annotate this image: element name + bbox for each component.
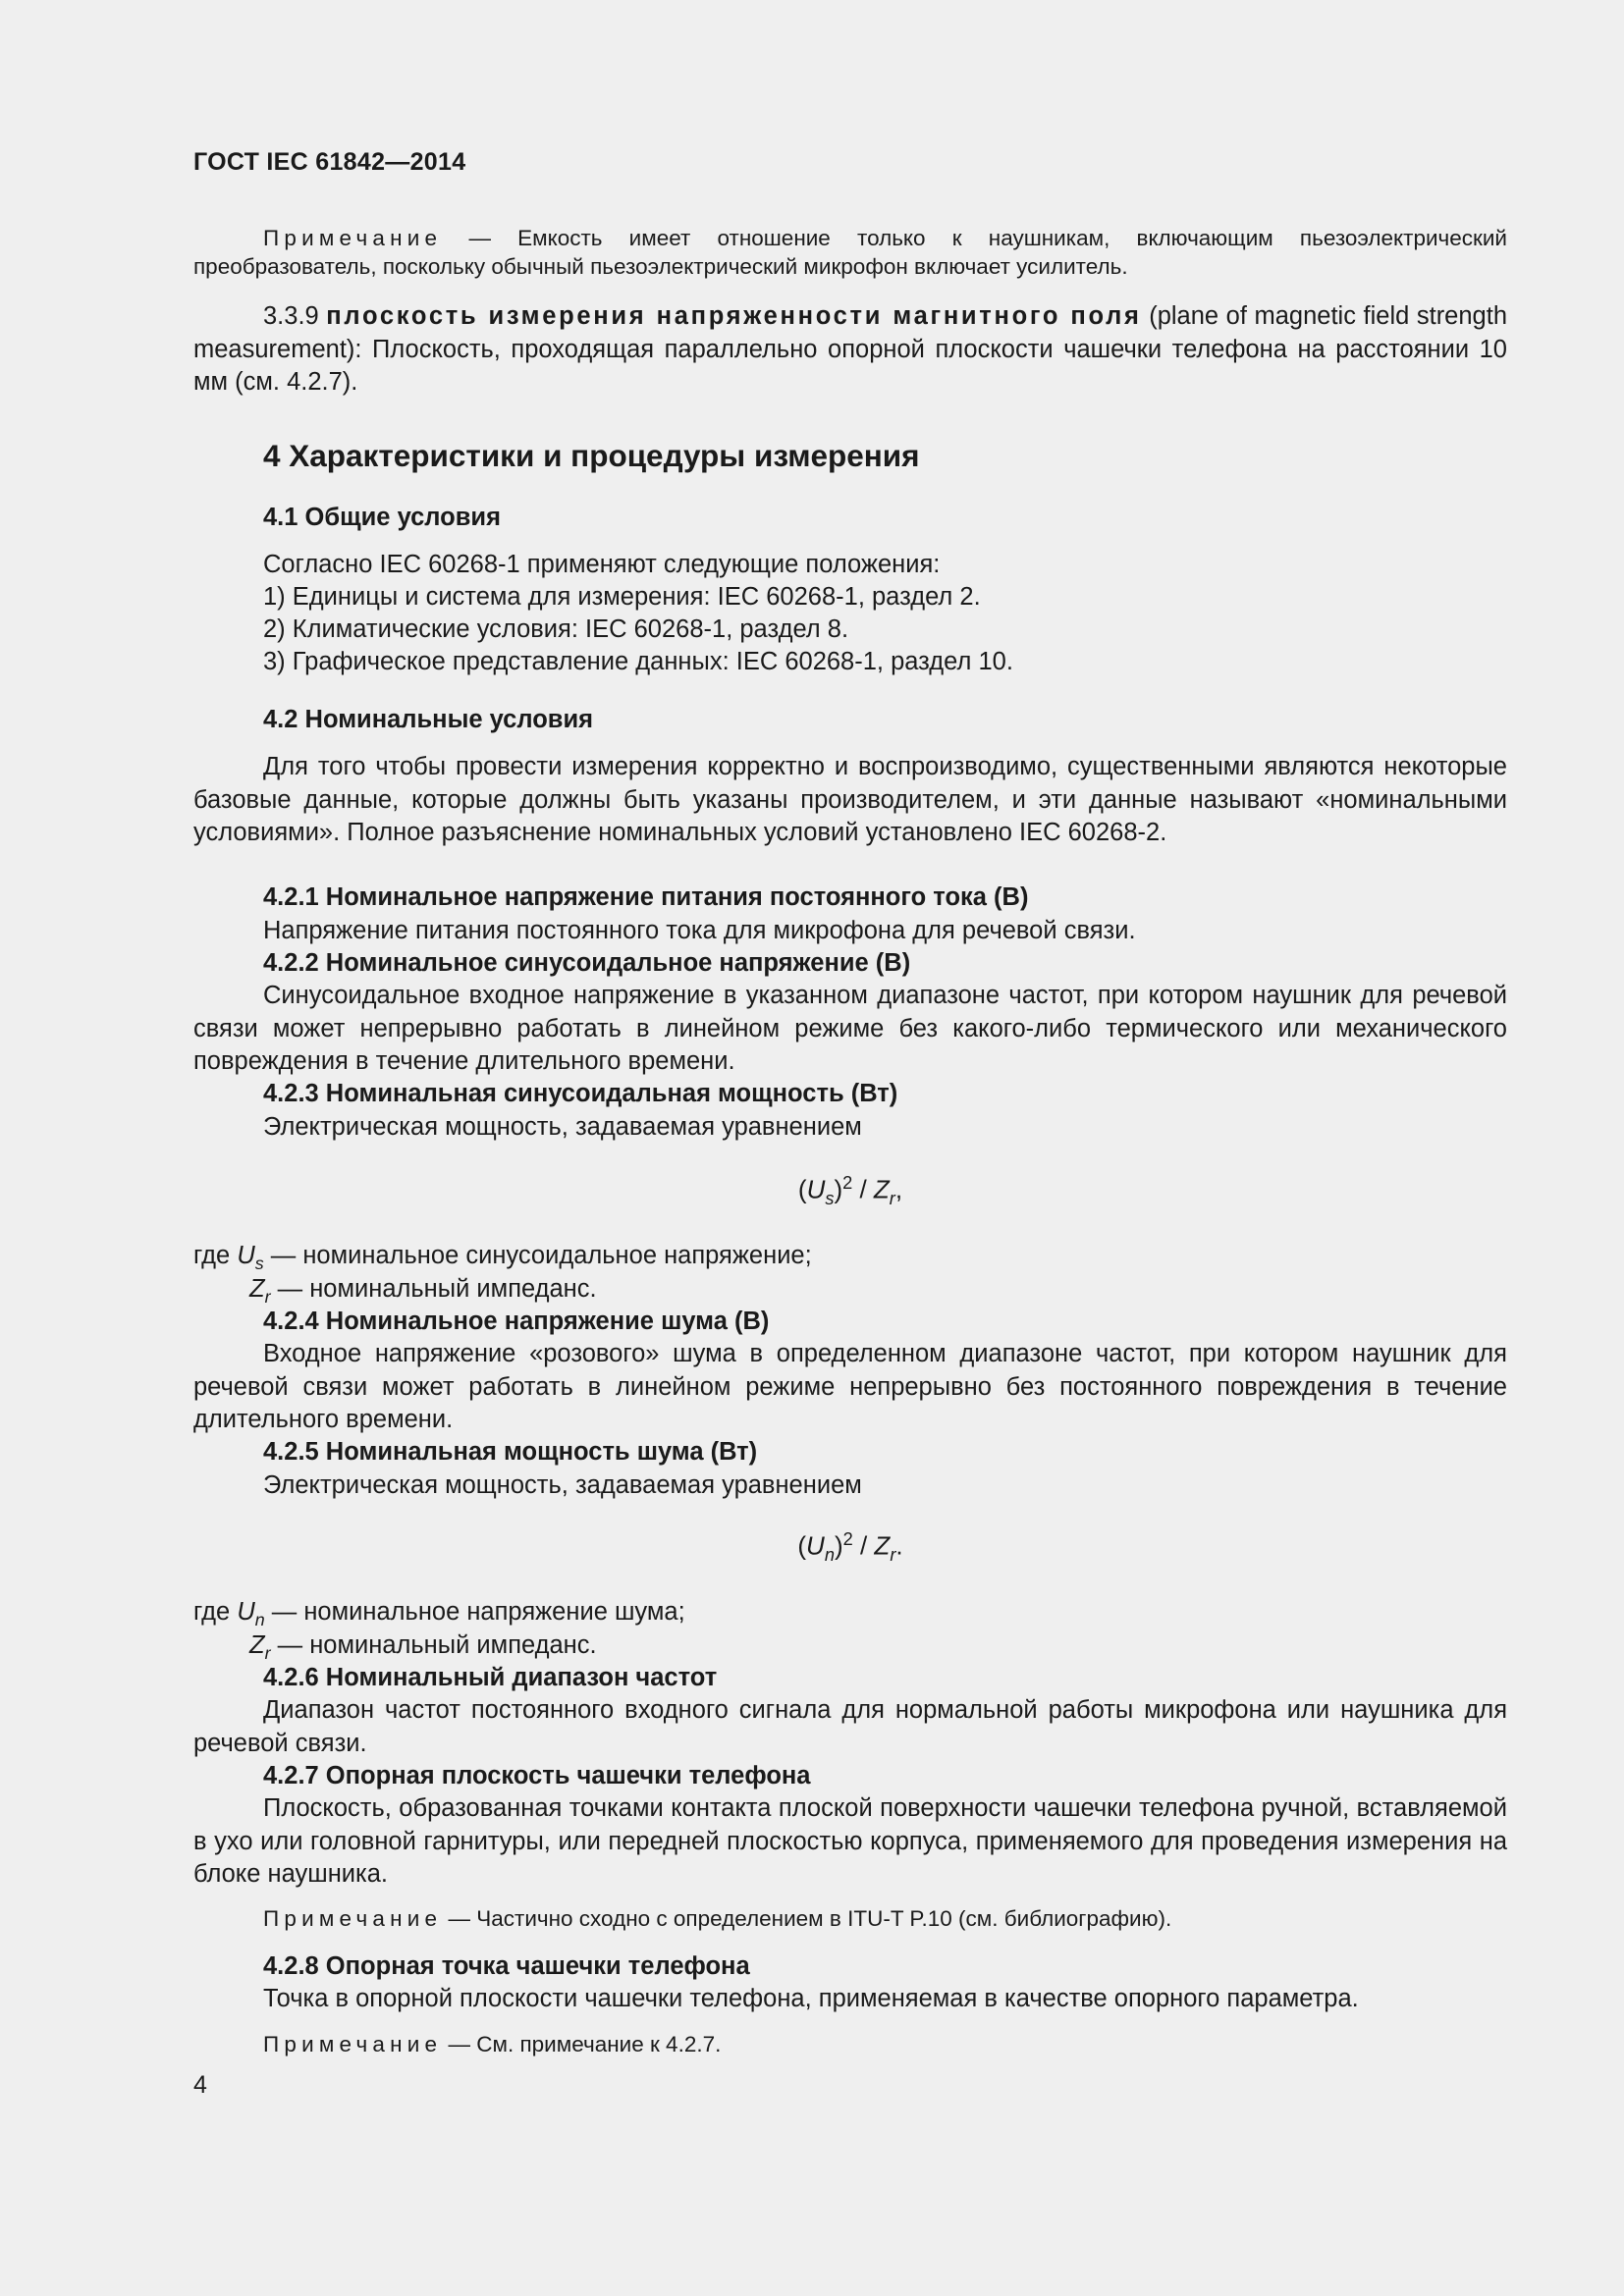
clause-heading: 4.2.1 Номинальное напряжение питания постоянного тока (В) (263, 883, 1029, 911)
paragraph: Точка в опорной плоскости чашечки телефона, применяемая в качестве опорного параметра. (263, 1985, 1359, 2012)
paragraph: Электрическая мощность, задаваемая уравнением (263, 1113, 862, 1141)
page-number: 4 (193, 2071, 207, 2099)
clause-heading: 4.2.8 Опорная точка чашечки телефона (263, 1952, 750, 1980)
section-heading: 4 Характеристики и процедуры измерения (263, 438, 920, 473)
paragraph: Диапазон частот постоянного входного сигнала для нормальной работы микрофона или наушника для речевой связи. (193, 1696, 1507, 1757)
paragraph: Напряжение питания постоянного тока для микрофона для речевой связи. (263, 917, 1136, 944)
note-label: Примечание (263, 2032, 443, 2056)
where-line: $Z_r$ — номинальный импеданс. (249, 1275, 597, 1308)
list-item: 2) Климатические условия: IEC 60268-1, раздел 8. (263, 615, 849, 643)
clause-heading: 4.2.5 Номинальная мощность шума (Вт) (263, 1438, 758, 1466)
note-paragraph (193, 224, 1507, 281)
where-line: где $U_n$ — номинальное напряжение шума; (193, 1598, 685, 1630)
list-item: 3) Графическое представление данных: IEC 60268-1, раздел 10. (263, 648, 1013, 675)
clause-heading: 4.2.7 Опорная плоскость чашечки телефона (263, 1762, 811, 1789)
where-line: $Z_r$ — номинальный импеданс. (249, 1631, 597, 1664)
page-header: ГОСТ IEC 61842—2014 (193, 148, 466, 176)
note-text: — Частично сходно с определением в ITU-T P.10 (см. библиографию). (448, 1906, 1172, 1931)
paragraph: Плоскость, образованная точками контакта плоской поверхности чашечки телефона ручной, вставляемой в ухо или головной гарнитуры, или передней плоскостью корпуса, применяемого для проведения измерения на блоке наушника. (193, 1794, 1507, 1888)
list-item: 1) Единицы и система для измерения: IEC 60268-1, раздел 2. (263, 583, 981, 611)
term-number: 3.3.9 (263, 302, 319, 330)
clause-heading: 4.2.2 Номинальное синусоидальное напряжение (В) (263, 949, 911, 977)
note-label: Примечание (263, 1906, 443, 1931)
where-line: где $U_s$ — номинальное синусоидальное напряжение; (193, 1242, 812, 1274)
note-paragraph (193, 2030, 1507, 2058)
paragraph: Входное напряжение «розового» шума в определенном диапазоне частот, при котором наушник для речевой связи может работать в линейном режиме непрерывно без постоянного повреждения в течение длительного времени. (193, 1340, 1507, 1433)
clause-heading: 4.2.6 Номинальный диапазон частот (263, 1664, 718, 1691)
subsection-heading: 4.1 Общие условия (263, 504, 501, 531)
paragraph: Синусоидальное входное напряжение в указанном диапазоне частот, при котором наушник для речевой связи может непрерывно работать в линейном режиме без какого-либо термического или механического повреждения в течение длительного времени. (193, 982, 1507, 1075)
paragraph: Электрическая мощность, задаваемая уравнением (263, 1471, 862, 1499)
subsection-heading: 4.2 Номинальные условия (263, 706, 594, 733)
term-name: плоскость измерения напряженности магнитного поля (326, 302, 1142, 330)
term-text: (plane of magnetic field strength measurement): Плоскость, проходящая параллельно опорной плоскости чашечки телефона на расстоянии 10 мм (см. 4.2.7). (193, 302, 1507, 396)
document-page (193, 0, 1507, 2296)
note-text: — Емкость имеет отношение только к наушникам, включающим пьезоэлектрический преобразователь, поскольку обычный пьезоэлектрический микрофон включает усилитель. (193, 226, 1507, 279)
equation: $(U_s)^2 / Z_r$, (797, 1173, 903, 1208)
note-text: — См. примечание к 4.2.7. (448, 2032, 722, 2056)
equation: $(U_n)^2 / Z_r$. (797, 1529, 903, 1565)
note-label: Примечание (263, 226, 443, 250)
paragraph: Для того чтобы провести измерения корректно и воспроизводимо, существенными являются некоторые базовые данные, которые должны быть указаны производителем, и эти данные называют «номинальными условиями». Полное разъяснение номинальных условий установлено IEC 60268-2. (193, 753, 1507, 846)
clause-heading: 4.2.4 Номинальное напряжение шума (В) (263, 1308, 770, 1335)
text-line: Согласно IEC 60268-1 применяют следующие положения: (263, 551, 941, 578)
clause-heading: 4.2.3 Номинальная синусоидальная мощность (Вт) (263, 1080, 898, 1107)
note-paragraph (193, 1904, 1507, 1933)
term-definition (193, 300, 1507, 400)
